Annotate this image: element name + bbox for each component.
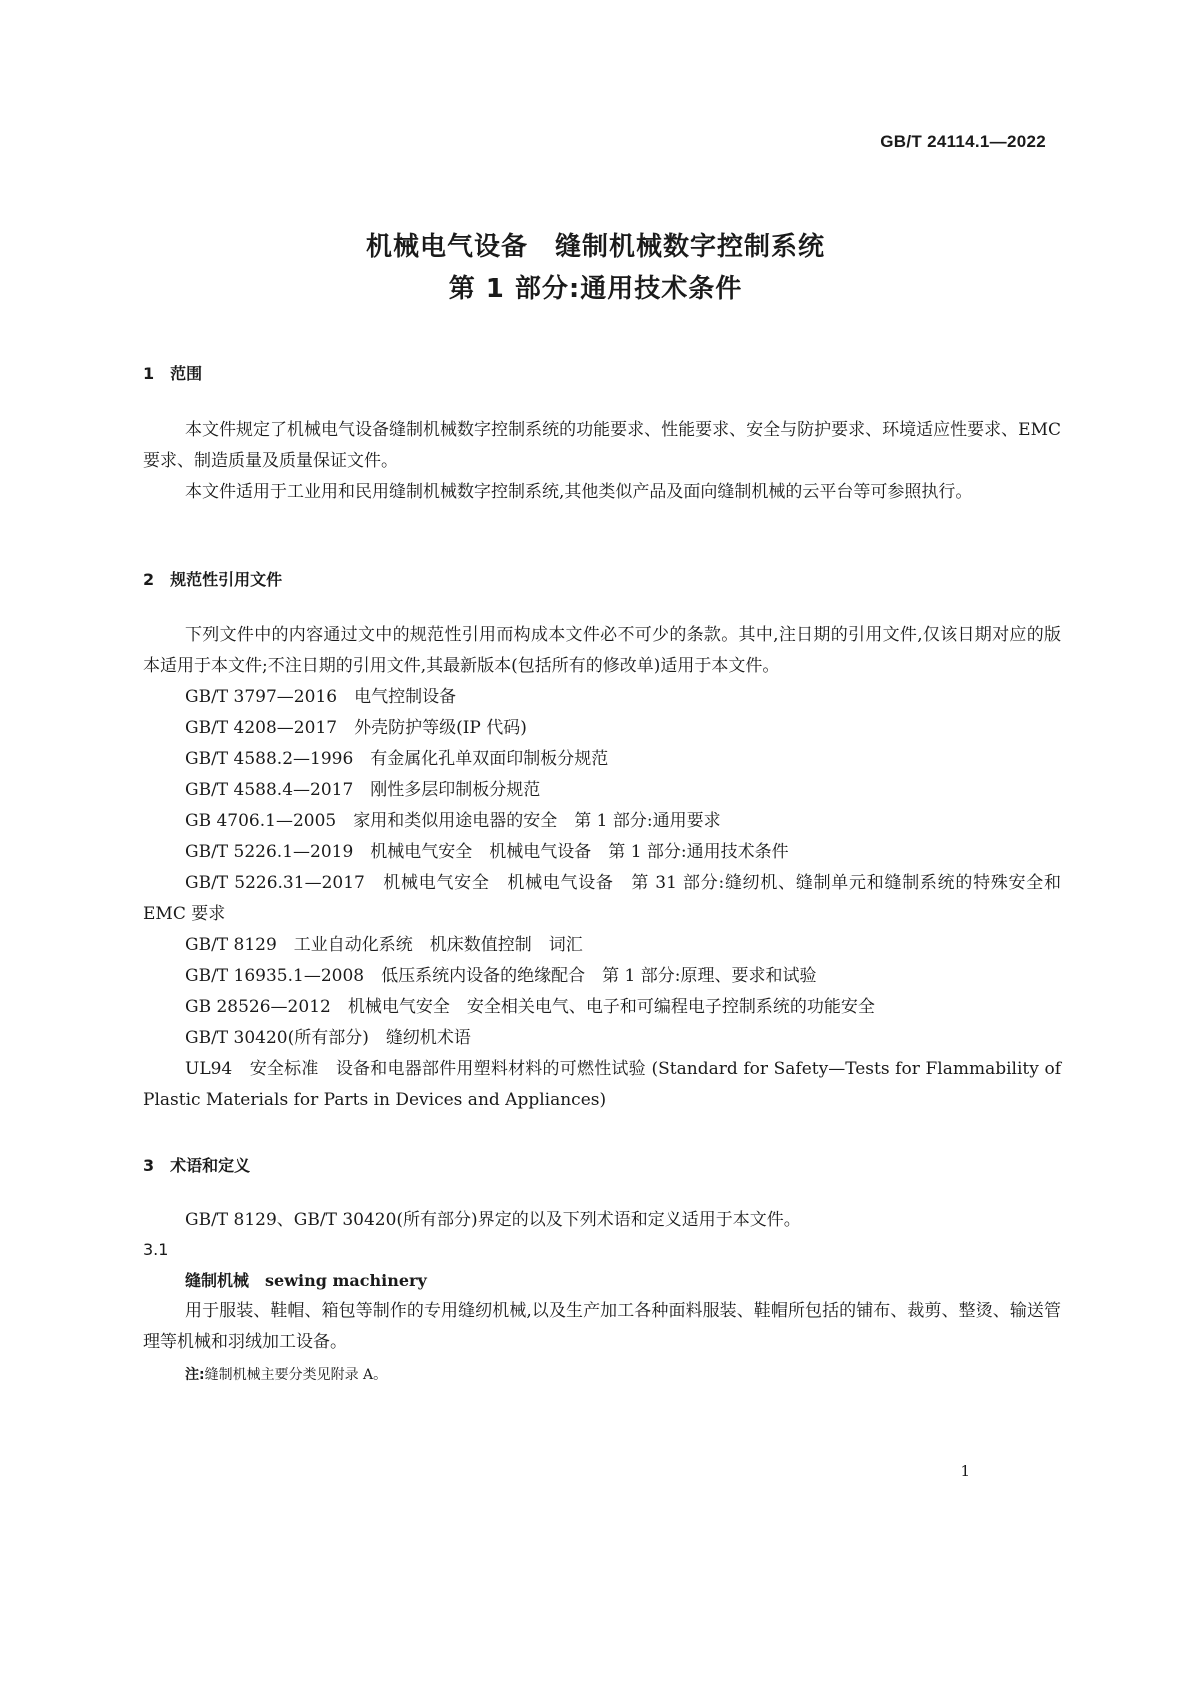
term-entry bbox=[185, 1268, 427, 1291]
reference-item: GB/T 3797—2016 电气控制设备 bbox=[185, 687, 457, 707]
reference-item: GB/T 4588.4—2017 刚性多层印制板分规范 bbox=[185, 780, 541, 800]
note bbox=[185, 1364, 387, 1384]
section-1-paragraph-2: 本文件适用于工业用和民用缝制机械数字控制系统,其他类似产品及面向缝制机械的云平台等可参照执行。 bbox=[185, 482, 973, 502]
term-chinese: 缝制机械 bbox=[185, 1271, 250, 1290]
reference-item: GB/T 30420(所有部分) 缝纫机术语 bbox=[185, 1028, 471, 1048]
section-1-body bbox=[143, 415, 1061, 508]
document-title bbox=[0, 226, 1191, 310]
reference-item: GB/T 4208—2017 外壳防护等级(IP 代码) bbox=[185, 718, 527, 738]
title-line-2: 第 1 部分:通用技术条件 bbox=[448, 274, 743, 304]
note-text: 缝制机械主要分类见附录 A。 bbox=[204, 1367, 388, 1383]
reference-item: UL94 安全标准 设备和电器部件用塑料材料的可燃性试验 (Standard for Safety—Tests for Flammability of Plastic Materials for Parts in Devices and Appliances) bbox=[143, 1059, 1067, 1110]
normative-references bbox=[143, 620, 1067, 1116]
title-line-1: 机械电气设备 缝制机械数字控制系统 bbox=[365, 232, 825, 262]
section-2-intro: 下列文件中的内容通过文中的规范性引用而构成本文件必不可少的条款。其中,注日期的引用文件,仅该日期对应的版本适用于本文件;不注日期的引用文件,其最新版本(包括所有的修改单)适用于本文件。 bbox=[143, 625, 1061, 676]
reference-item: GB/T 8129 工业自动化系统 机床数值控制 词汇 bbox=[185, 935, 583, 955]
term-definition: 用于服装、鞋帽、箱包等制作的专用缝纫机械,以及生产加工各种面料服装、鞋帽所包括的铺布、裁剪、整烫、输送管理等机械和羽绒加工设备。 bbox=[143, 1301, 1061, 1352]
standard-code: GB/T 24114.1—2022 bbox=[880, 132, 1046, 151]
reference-item: GB/T 16935.1—2008 低压系统内设备的绝缘配合 第 1 部分:原理、要求和试验 bbox=[185, 966, 817, 986]
term-definition-block bbox=[143, 1296, 1061, 1358]
reference-item: GB/T 5226.31—2017 机械电气安全 机械电气设备 第 31 部分:缝纫机、缝制单元和缝制系统的特殊安全和 EMC 要求 bbox=[143, 873, 1067, 924]
page-number: 1 bbox=[960, 1462, 970, 1480]
reference-item: GB/T 4588.2—1996 有金属化孔单双面印制板分规范 bbox=[185, 749, 609, 769]
section-2-heading: 2 规范性引用文件 bbox=[143, 570, 283, 589]
reference-item: GB 28526—2012 机械电气安全 安全相关电气、电子和可编程电子控制系统的功能安全 bbox=[185, 997, 875, 1017]
note-label: 注: bbox=[185, 1367, 205, 1383]
section-1-heading: 1 范围 bbox=[143, 364, 203, 383]
section-3-intro-block bbox=[143, 1205, 1061, 1236]
section-3-intro: GB/T 8129、GB/T 30420(所有部分)界定的以及下列术语和定义适用于本文件。 bbox=[185, 1210, 801, 1230]
section-1-paragraph-1: 本文件规定了机械电气设备缝制机械数字控制系统的功能要求、性能要求、安全与防护要求、环境适应性要求、EMC 要求、制造质量及质量保证文件。 bbox=[143, 420, 1061, 471]
term-number: 3.1 bbox=[143, 1240, 169, 1259]
reference-item: GB/T 5226.1—2019 机械电气安全 机械电气设备 第 1 部分:通用技术条件 bbox=[185, 842, 789, 862]
reference-item: GB 4706.1—2005 家用和类似用途电器的安全 第 1 部分:通用要求 bbox=[185, 811, 721, 831]
term-english: sewing machinery bbox=[265, 1271, 427, 1290]
section-3-heading: 3 术语和定义 bbox=[143, 1156, 251, 1175]
